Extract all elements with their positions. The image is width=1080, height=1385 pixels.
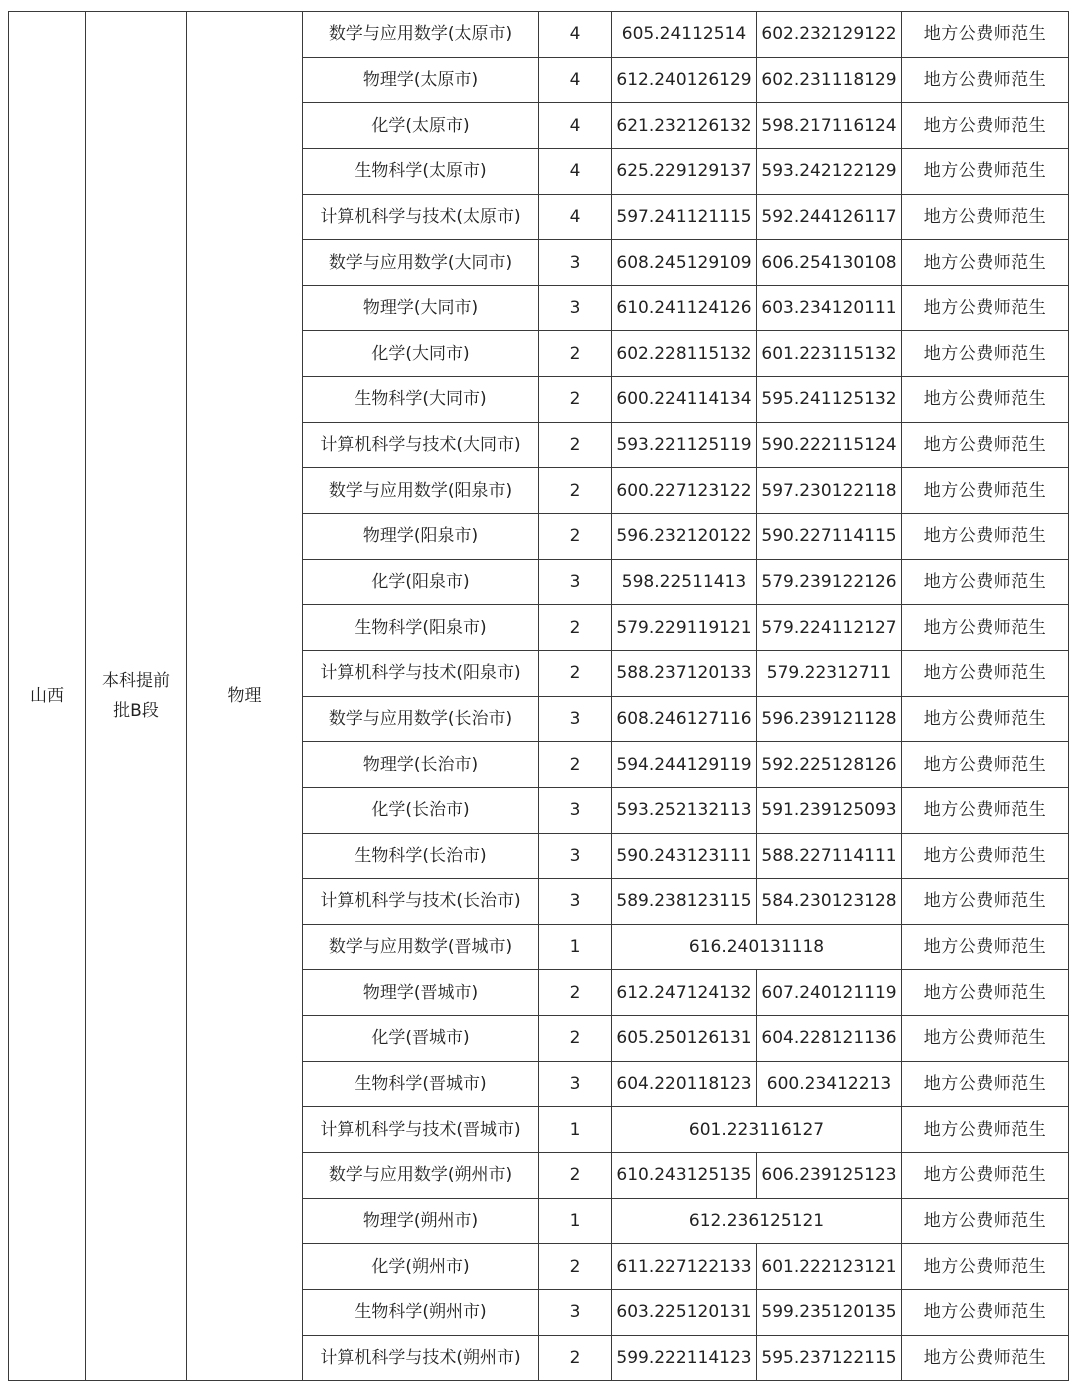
plan-count-cell: 2 — [539, 970, 612, 1016]
plan-count-cell: 2 — [539, 742, 612, 788]
score-a-cell: 593.252132113 — [612, 787, 757, 833]
score-a-cell: 579.229119121 — [612, 605, 757, 651]
note-cell: 地方公费师范生 — [902, 285, 1069, 331]
major-cell: 计算机科学与技术(晋城市) — [303, 1107, 539, 1153]
major-cell: 数学与应用数学(长治市) — [303, 696, 539, 742]
plan-count-cell: 4 — [539, 57, 612, 103]
major-cell: 计算机科学与技术(阳泉市) — [303, 650, 539, 696]
score-b-cell: 590.222115124 — [757, 422, 902, 468]
major-cell: 数学与应用数学(朔州市) — [303, 1153, 539, 1199]
note-cell: 地方公费师范生 — [902, 148, 1069, 194]
score-a-cell: 612.240126129 — [612, 57, 757, 103]
major-cell: 数学与应用数学(太原市) — [303, 12, 539, 58]
note-cell: 地方公费师范生 — [902, 240, 1069, 286]
note-cell: 地方公费师范生 — [902, 879, 1069, 925]
plan-count-cell: 3 — [539, 696, 612, 742]
note-cell: 地方公费师范生 — [902, 605, 1069, 651]
plan-count-cell: 3 — [539, 240, 612, 286]
score-a-cell: 590.243123111 — [612, 833, 757, 879]
plan-count-cell: 3 — [539, 285, 612, 331]
plan-count-cell: 3 — [539, 879, 612, 925]
note-cell: 地方公费师范生 — [902, 194, 1069, 240]
score-a-cell: 608.245129109 — [612, 240, 757, 286]
major-cell: 数学与应用数学(大同市) — [303, 240, 539, 286]
plan-count-cell: 3 — [539, 559, 612, 605]
note-cell: 地方公费师范生 — [902, 1153, 1069, 1199]
score-b-cell: 601.222123121 — [757, 1244, 902, 1290]
plan-count-cell: 2 — [539, 1016, 612, 1062]
major-cell: 数学与应用数学(晋城市) — [303, 924, 539, 970]
major-cell: 生物科学(大同市) — [303, 377, 539, 423]
score-a-cell: 625.229129137 — [612, 148, 757, 194]
batch-cell: 本科提前批B段 — [86, 12, 187, 1381]
note-cell: 地方公费师范生 — [902, 57, 1069, 103]
note-cell: 地方公费师范生 — [902, 514, 1069, 560]
major-cell: 物理学(阳泉市) — [303, 514, 539, 560]
major-cell: 数学与应用数学(阳泉市) — [303, 468, 539, 514]
score-a-cell: 605.24112514 — [612, 12, 757, 58]
score-b-cell: 602.232129122 — [757, 12, 902, 58]
note-cell: 地方公费师范生 — [902, 1198, 1069, 1244]
note-cell: 地方公费师范生 — [902, 422, 1069, 468]
major-cell: 生物科学(阳泉市) — [303, 605, 539, 651]
major-cell: 生物科学(朔州市) — [303, 1289, 539, 1335]
score-a-cell: 621.232126132 — [612, 103, 757, 149]
plan-count-cell: 4 — [539, 148, 612, 194]
score-b-cell: 584.230123128 — [757, 879, 902, 925]
score-a-cell: 603.225120131 — [612, 1289, 757, 1335]
note-cell: 地方公费师范生 — [902, 559, 1069, 605]
major-cell: 化学(晋城市) — [303, 1016, 539, 1062]
major-cell: 计算机科学与技术(太原市) — [303, 194, 539, 240]
major-cell: 物理学(晋城市) — [303, 970, 539, 1016]
plan-count-cell: 4 — [539, 194, 612, 240]
note-cell: 地方公费师范生 — [902, 468, 1069, 514]
plan-count-cell: 3 — [539, 787, 612, 833]
plan-count-cell: 4 — [539, 103, 612, 149]
major-cell: 化学(大同市) — [303, 331, 539, 377]
major-cell: 生物科学(长治市) — [303, 833, 539, 879]
score-a-cell: 599.222114123 — [612, 1335, 757, 1381]
major-cell: 物理学(朔州市) — [303, 1198, 539, 1244]
plan-count-cell: 2 — [539, 331, 612, 377]
major-cell: 计算机科学与技术(长治市) — [303, 879, 539, 925]
score-b-cell: 601.223115132 — [757, 331, 902, 377]
score-b-cell: 596.239121128 — [757, 696, 902, 742]
note-cell: 地方公费师范生 — [902, 331, 1069, 377]
plan-count-cell: 4 — [539, 12, 612, 58]
note-cell: 地方公费师范生 — [902, 1061, 1069, 1107]
plan-count-cell: 2 — [539, 1153, 612, 1199]
province-cell: 山西 — [9, 12, 86, 1381]
major-cell: 生物科学(晋城市) — [303, 1061, 539, 1107]
score-a-cell: 610.241124126 — [612, 285, 757, 331]
note-cell: 地方公费师范生 — [902, 696, 1069, 742]
major-cell: 物理学(大同市) — [303, 285, 539, 331]
score-b-cell: 603.234120111 — [757, 285, 902, 331]
plan-count-cell: 1 — [539, 1107, 612, 1153]
major-cell: 化学(长治市) — [303, 787, 539, 833]
note-cell: 地方公费师范生 — [902, 787, 1069, 833]
plan-count-cell: 3 — [539, 833, 612, 879]
plan-count-cell: 2 — [539, 468, 612, 514]
score-b-cell: 592.244126117 — [757, 194, 902, 240]
plan-count-cell: 2 — [539, 650, 612, 696]
major-cell: 化学(阳泉市) — [303, 559, 539, 605]
score-b-cell: 595.241125132 — [757, 377, 902, 423]
score-a-cell: 594.244129119 — [612, 742, 757, 788]
score-b-cell: 590.227114115 — [757, 514, 902, 560]
score-b-cell: 606.239125123 — [757, 1153, 902, 1199]
plan-count-cell: 1 — [539, 924, 612, 970]
major-cell: 物理学(太原市) — [303, 57, 539, 103]
score-b-cell: 599.235120135 — [757, 1289, 902, 1335]
plan-count-cell: 2 — [539, 422, 612, 468]
major-cell: 化学(朔州市) — [303, 1244, 539, 1290]
score-merged-cell: 612.236125121 — [612, 1198, 902, 1244]
note-cell: 地方公费师范生 — [902, 1107, 1069, 1153]
plan-count-cell: 2 — [539, 1335, 612, 1381]
score-b-cell: 597.230122118 — [757, 468, 902, 514]
note-cell: 地方公费师范生 — [902, 12, 1069, 58]
score-b-cell: 598.217116124 — [757, 103, 902, 149]
score-a-cell: 593.221125119 — [612, 422, 757, 468]
score-merged-cell: 616.240131118 — [612, 924, 902, 970]
plan-count-cell: 3 — [539, 1289, 612, 1335]
note-cell: 地方公费师范生 — [902, 650, 1069, 696]
score-b-cell: 607.240121119 — [757, 970, 902, 1016]
plan-count-cell: 2 — [539, 605, 612, 651]
score-a-cell: 598.22511413 — [612, 559, 757, 605]
note-cell: 地方公费师范生 — [902, 833, 1069, 879]
admissions-table — [8, 11, 1069, 1381]
score-a-cell: 596.232120122 — [612, 514, 757, 560]
score-b-cell: 606.254130108 — [757, 240, 902, 286]
score-a-cell: 611.227122133 — [612, 1244, 757, 1290]
note-cell: 地方公费师范生 — [902, 1335, 1069, 1381]
score-b-cell: 579.224112127 — [757, 605, 902, 651]
plan-count-cell: 1 — [539, 1198, 612, 1244]
note-cell: 地方公费师范生 — [902, 970, 1069, 1016]
major-cell: 生物科学(太原市) — [303, 148, 539, 194]
score-b-cell: 602.231118129 — [757, 57, 902, 103]
score-a-cell: 610.243125135 — [612, 1153, 757, 1199]
subject-cell: 物理 — [187, 12, 303, 1381]
plan-count-cell: 2 — [539, 514, 612, 560]
score-a-cell: 589.238123115 — [612, 879, 757, 925]
score-a-cell: 602.228115132 — [612, 331, 757, 377]
note-cell: 地方公费师范生 — [902, 377, 1069, 423]
score-b-cell: 595.237122115 — [757, 1335, 902, 1381]
score-b-cell: 604.228121136 — [757, 1016, 902, 1062]
note-cell: 地方公费师范生 — [902, 1244, 1069, 1290]
score-a-cell: 600.227123122 — [612, 468, 757, 514]
score-a-cell: 600.224114134 — [612, 377, 757, 423]
score-b-cell: 593.242122129 — [757, 148, 902, 194]
score-b-cell: 588.227114111 — [757, 833, 902, 879]
score-a-cell: 612.247124132 — [612, 970, 757, 1016]
score-b-cell: 592.225128126 — [757, 742, 902, 788]
plan-count-cell: 2 — [539, 377, 612, 423]
score-a-cell: 608.246127116 — [612, 696, 757, 742]
score-b-cell: 579.22312711 — [757, 650, 902, 696]
score-a-cell: 597.241121115 — [612, 194, 757, 240]
major-cell: 物理学(长治市) — [303, 742, 539, 788]
note-cell: 地方公费师范生 — [902, 1289, 1069, 1335]
note-cell: 地方公费师范生 — [902, 103, 1069, 149]
score-b-cell: 600.23412213 — [757, 1061, 902, 1107]
note-cell: 地方公费师范生 — [902, 924, 1069, 970]
major-cell: 化学(太原市) — [303, 103, 539, 149]
score-b-cell: 579.239122126 — [757, 559, 902, 605]
major-cell: 计算机科学与技术(朔州市) — [303, 1335, 539, 1381]
table-body — [9, 12, 1069, 1381]
major-cell: 计算机科学与技术(大同市) — [303, 422, 539, 468]
score-b-cell: 591.239125093 — [757, 787, 902, 833]
score-a-cell: 604.220118123 — [612, 1061, 757, 1107]
score-a-cell: 588.237120133 — [612, 650, 757, 696]
plan-count-cell: 3 — [539, 1061, 612, 1107]
plan-count-cell: 2 — [539, 1244, 612, 1290]
note-cell: 地方公费师范生 — [902, 1016, 1069, 1062]
score-merged-cell: 601.223116127 — [612, 1107, 902, 1153]
score-a-cell: 605.250126131 — [612, 1016, 757, 1062]
table-row — [9, 12, 1069, 58]
note-cell: 地方公费师范生 — [902, 742, 1069, 788]
